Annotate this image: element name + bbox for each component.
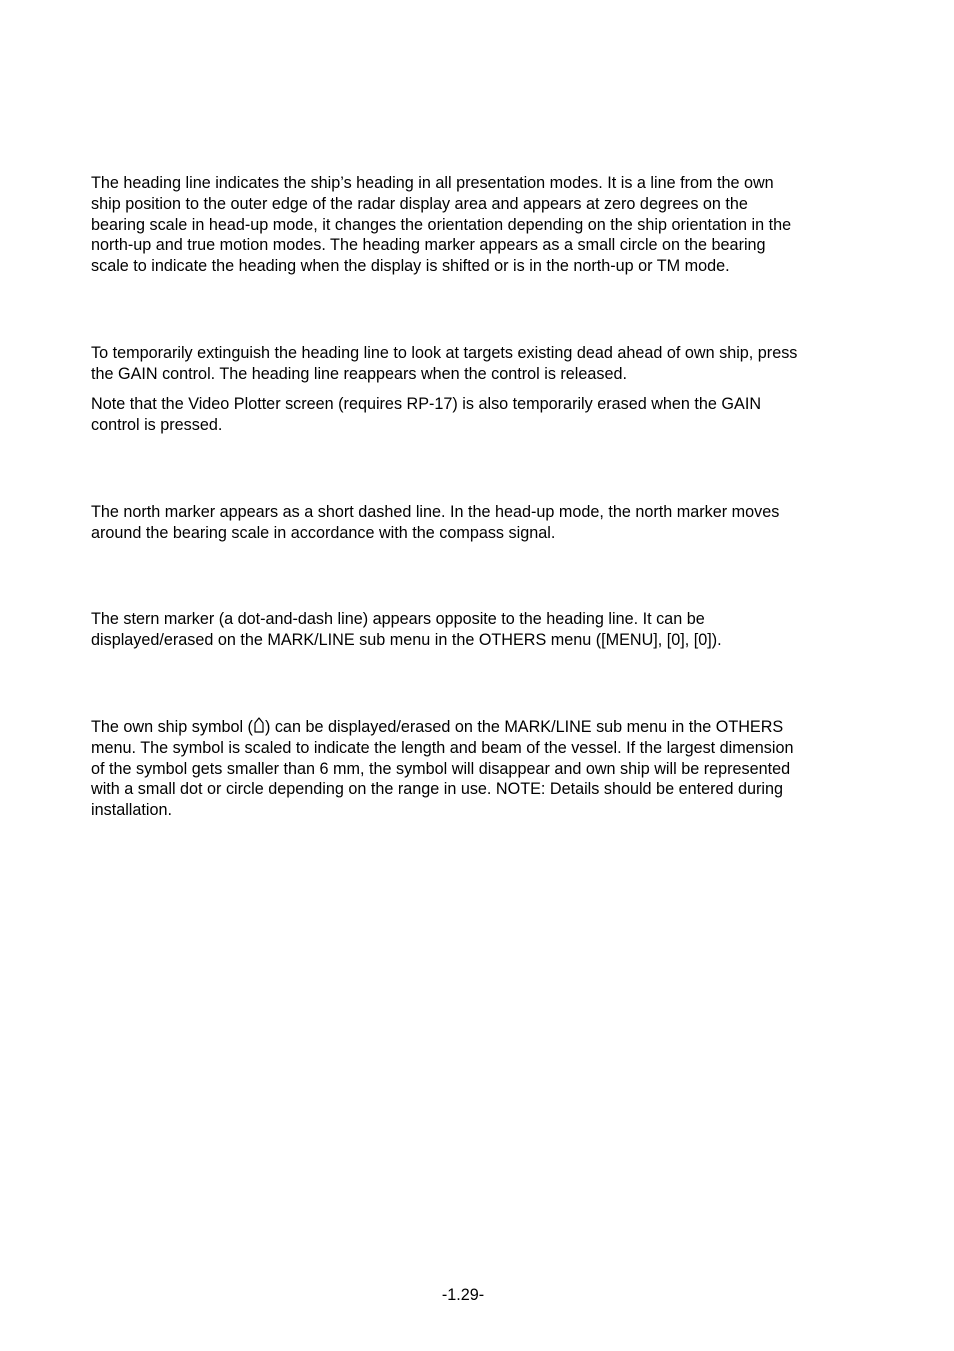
text-line: with a small dot or circle depending on the range in use. NOTE: Details should be entered during (91, 780, 783, 799)
text-line: The stern marker (a dot-and-dash line) appears opposite to the heading line. It can be (91, 610, 705, 628)
own-ship-symbol-paragraph (91, 717, 871, 821)
text-fragment: The own ship symbol ( (91, 718, 253, 736)
north-marker-paragraph (91, 502, 871, 544)
text-line (91, 717, 871, 738)
extinguish-heading-paragraph (91, 343, 871, 385)
text-line: displayed/erased on the MARK/LINE sub menu in the OTHERS menu ([MENU], [0], [0]). (91, 630, 722, 649)
own-ship-icon (254, 717, 264, 733)
heading-line-paragraph (91, 173, 871, 277)
text-line: the GAIN control. The heading line reappears when the control is released. (91, 364, 628, 383)
text-line: bearing scale in head-up mode, it changes the orientation depending on the ship orientation in the (91, 215, 792, 234)
text-line: installation. (91, 801, 172, 820)
text-line: To temporarily extinguish the heading line to look at targets existing dead ahead of own ship, press (91, 344, 798, 362)
video-plotter-note-paragraph (91, 394, 871, 436)
text-line: control is pressed. (91, 415, 223, 434)
text-line: The north marker appears as a short dashed line. In the head-up mode, the north marker moves (91, 503, 780, 521)
text-line: around the bearing scale in accordance with the compass signal. (91, 523, 556, 542)
text-line: ship position to the outer edge of the radar display area and appears at zero degrees on the (91, 194, 748, 213)
stern-marker-paragraph (91, 609, 871, 651)
text-line: north-up and true motion modes. The heading marker appears as a small circle on the bearing (91, 236, 766, 255)
text-fragment: ) can be displayed/erased on the MARK/LINE sub menu in the OTHERS (264, 718, 784, 736)
text-line: Note that the Video Plotter screen (requires RP-17) is also temporarily erased when the GAIN (91, 395, 762, 413)
text-line: scale to indicate the heading when the display is shifted or is in the north-up or TM mode. (91, 257, 730, 276)
page-number: -1.29- (441, 1286, 485, 1304)
text-line: menu. The symbol is scaled to indicate the length and beam of the vessel. If the largest dimension (91, 738, 794, 757)
text-line: The heading line indicates the ship’s heading in all presentation modes. It is a line from the own (91, 174, 774, 192)
text-line: of the symbol gets smaller than 6 mm, the symbol will disappear and own ship will be represented (91, 759, 791, 778)
